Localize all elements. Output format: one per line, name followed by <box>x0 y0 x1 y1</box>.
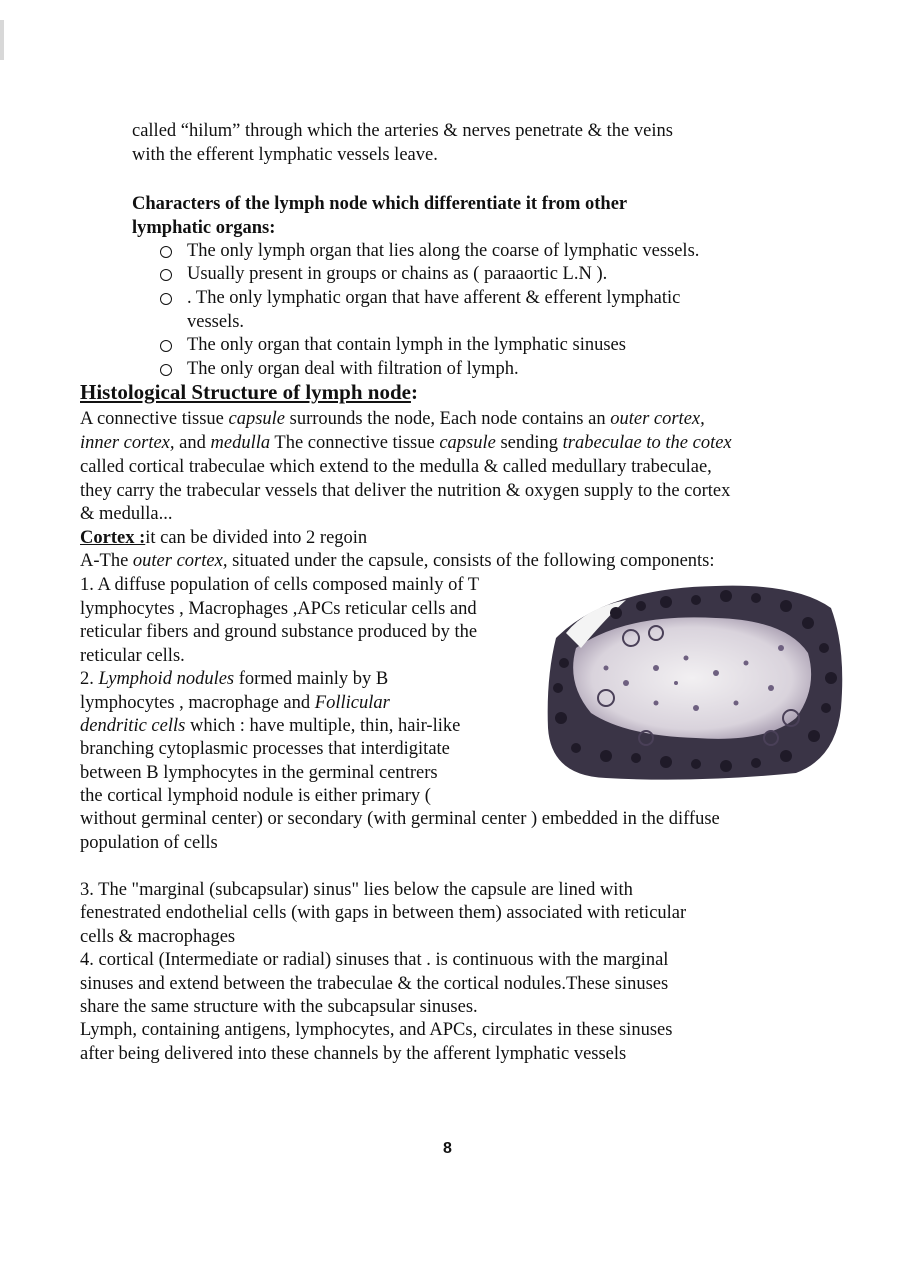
term-trabeculae: trabeculae to the cotex <box>562 433 732 453</box>
text-run: situated under the capsule, consists of the following components: <box>227 551 715 571</box>
term-follicular: Follicular <box>314 693 390 713</box>
bullet-icon <box>160 364 172 376</box>
characters-heading-2: lymphatic organs: <box>132 218 276 238</box>
cortex-item3-line1: 3. The "marginal (subcapsular) sinus" lies below the capsule are lined with <box>80 880 633 900</box>
cortex-item3-line3: cells & macrophages <box>80 927 236 947</box>
cortex-item2-line8: population of cells <box>80 833 218 853</box>
cortex-item2-line2 <box>80 692 390 715</box>
characters-item-2: Usually present in groups or chains as ( paraaortic L.N ). <box>187 264 608 284</box>
cortex-item2-line4: branching cytoplasmic processes that interdigitate <box>80 739 450 759</box>
text-run: The connective tissue <box>270 433 440 453</box>
text-run: which : have multiple, thin, hair-like <box>185 716 461 736</box>
histology-p1-line3: called cortical trabeculae which extend to the medulla & called medullary trabeculae, <box>80 457 712 477</box>
bullet-icon <box>160 340 172 352</box>
cortex-item2-line1 <box>80 668 388 691</box>
cortex-item1-line1: 1. A diffuse population of cells composed mainly of T <box>80 575 480 595</box>
cortex-item1-line3: reticular fibers and ground substance produced by the <box>80 622 478 642</box>
histology-heading-text: Histological Structure of lymph node <box>80 380 411 404</box>
text-run: A-The <box>80 551 133 571</box>
cortex-item4-line4: Lymph, containing antigens, lymphocytes, and APCs, circulates in these sinuses <box>80 1020 673 1040</box>
cortex-line <box>80 527 367 550</box>
bullet-icon <box>160 246 172 258</box>
cortex-label: Cortex : <box>80 528 146 548</box>
text-run: surrounds the node, Each node contains an <box>285 409 611 429</box>
cortex-item1-line4: reticular cells. <box>80 646 185 666</box>
bullet-icon <box>160 269 172 281</box>
bullet-icon <box>160 293 172 305</box>
lymph-node-micrograph <box>546 578 846 783</box>
cortex-item4-line1: 4. cortical (Intermediate or radial) sinuses that . is continuous with the marginal <box>80 950 669 970</box>
text-run: 2. <box>80 669 99 689</box>
cortex-item2-line6: the cortical lymphoid nodule is either primary ( <box>80 786 431 806</box>
term-outer-cortex: outer cortex, <box>610 409 705 429</box>
cortex-item4-line5: after being delivered into these channels by the afferent lymphatic vessels <box>80 1044 627 1064</box>
histology-p1-line5: & medulla... <box>80 504 173 524</box>
term-outer-cortex: outer cortex, <box>132 551 228 571</box>
cortex-text: it can be divided into 2 regoin <box>145 528 368 548</box>
characters-item-3-cont: vessels. <box>187 312 245 332</box>
cortex-item3-line2: fenestrated endothelial cells (with gaps in between them) associated with reticular <box>80 903 687 923</box>
term-inner-cortex: inner cortex, <box>80 433 175 453</box>
scan-edge-mark <box>0 20 4 60</box>
text-run: lymphocytes , macrophage and <box>80 693 315 713</box>
text-run: sending <box>495 433 563 453</box>
histology-p1-line2 <box>80 432 732 455</box>
histology-p1-line4: they carry the trabecular vessels that deliver the nutrition & oxygen supply to the cortex <box>80 481 731 501</box>
term-dendritic-cells: dendritic cells <box>80 716 186 736</box>
cortex-item1-line2: lymphocytes , Macrophages ,APCs reticular cells and <box>80 599 477 619</box>
text-run: formed mainly by B <box>234 669 389 689</box>
characters-heading-1: Characters of the lymph node which differentiate it from other <box>132 194 628 214</box>
cortex-item2-line5: between B lymphocytes in the germinal centrers <box>80 763 438 783</box>
histology-heading <box>80 381 418 406</box>
characters-item-3: . The only lymphatic organ that have afferent & efferent lymphatic <box>187 288 681 308</box>
cortex-item2-line3 <box>80 715 460 738</box>
characters-item-1: The only lymph organ that lies along the coarse of lymphatic vessels. <box>187 241 700 261</box>
intro-line-1: called “hilum” through which the arteries & nerves penetrate & the veins <box>132 121 673 141</box>
histology-p1-line1 <box>80 408 705 431</box>
term-lymphoid-nodules: Lymphoid nodules <box>98 669 235 689</box>
term-capsule: capsule <box>228 409 285 429</box>
cortex-a-line <box>80 550 715 573</box>
page-number: 8 <box>443 1140 452 1157</box>
intro-line-2: with the efferent lymphatic vessels leave. <box>132 145 438 165</box>
characters-item-4: The only organ that contain lymph in the lymphatic sinuses <box>187 335 626 355</box>
histology-heading-colon: : <box>410 380 418 404</box>
cortex-item4-line3: share the same structure with the subcapsular sinuses. <box>80 997 478 1017</box>
text-run: and <box>174 433 211 453</box>
text-run: A connective tissue <box>80 409 229 429</box>
characters-item-5: The only organ deal with filtration of lymph. <box>187 359 519 379</box>
cortex-item4-line2: sinuses and extend between the trabeculae & the cortical nodules.These sinuses <box>80 974 669 994</box>
cortex-item2-line7: without germinal center) or secondary (with germinal center ) embedded in the diffuse <box>80 809 720 829</box>
term-medulla: medulla <box>210 433 271 453</box>
term-capsule: capsule <box>439 433 496 453</box>
